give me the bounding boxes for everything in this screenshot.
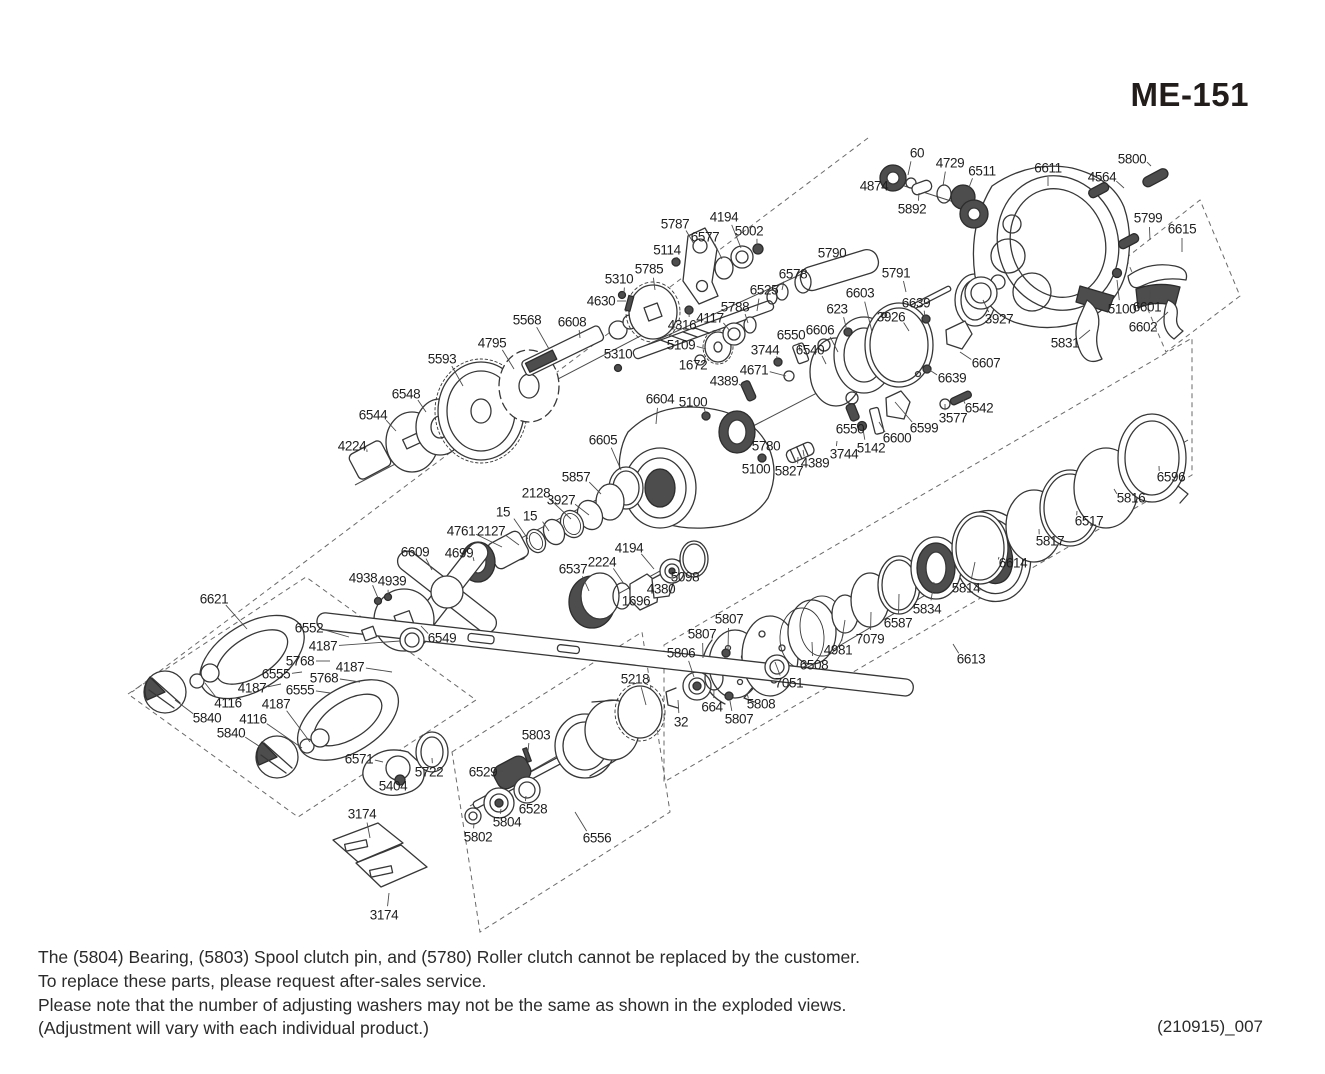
part-number-label: 4194 <box>709 209 739 225</box>
part-number-label: 5310 <box>603 346 633 362</box>
part-number-label: 4795 <box>477 335 507 351</box>
part-number-label: 6639 <box>901 295 931 311</box>
part-number-label: 4699 <box>444 545 474 561</box>
part-number-label: 3744 <box>750 342 780 358</box>
part-number-label: 4380 <box>646 581 676 597</box>
part-number-label: 4564 <box>1087 169 1117 185</box>
part-number-label: 4116 <box>214 695 242 711</box>
part-number-label: 15 <box>522 508 538 524</box>
part-number-label: 3927 <box>984 311 1014 327</box>
part-number-label: 5817 <box>1035 533 1065 549</box>
part-number-label: 6555 <box>261 666 291 682</box>
part-number-label: 5100 <box>1107 301 1137 317</box>
part-number-label: 7051 <box>774 675 804 691</box>
part-number-label: 6602 <box>1128 319 1158 335</box>
part-number-label: 6542 <box>964 400 994 416</box>
part-number-label: 4938 <box>348 570 378 586</box>
part-number-label: 6615 <box>1167 221 1197 237</box>
part-number-label: 6605 <box>588 432 618 448</box>
part-number-label: 5785 <box>634 261 664 277</box>
part-number-label: 5780 <box>751 438 781 454</box>
part-number-label: 5142 <box>856 440 886 456</box>
part-number-label: 2128 <box>521 485 551 501</box>
part-number-label: 5768 <box>285 653 315 669</box>
part-number-label: 4630 <box>586 293 616 309</box>
part-number-label: 6548 <box>391 386 421 402</box>
part-number-label: 6550 <box>835 421 865 437</box>
part-number-label: 5806 <box>666 645 696 661</box>
part-number-label: 5100 <box>741 461 771 477</box>
part-number-label: 4187 <box>335 659 365 675</box>
part-number-label: 4187 <box>237 680 267 696</box>
part-number-label: 3174 <box>347 806 377 822</box>
part-number-label: 1696 <box>621 593 651 609</box>
part-number-label: 4187 <box>308 638 338 654</box>
note-line: The (5804) Bearing, (5803) Spool clutch pin, and (5780) Roller clutch cannot be replaced by the customer. <box>38 947 861 967</box>
document-code: (210915)_007 <box>1157 1017 1263 1036</box>
part-number-label: 4389 <box>709 373 739 389</box>
part-number-label: 6508 <box>799 657 829 673</box>
part-number-label: 4761 <box>446 523 476 539</box>
part-number-label: 6540 <box>795 342 825 358</box>
part-number-label: 6537 <box>558 561 588 577</box>
part-number-label: 3577 <box>938 410 968 426</box>
part-number-label: 6571 <box>344 751 374 767</box>
part-number-label: 6601 <box>1132 299 1162 315</box>
part-number-label: 6639 <box>937 370 967 386</box>
note-line: (Adjustment will vary with each individual product.) <box>38 1018 429 1039</box>
part-number-label: 5804 <box>492 814 522 830</box>
part-number-label: 1672 <box>678 357 708 373</box>
part-number-label: 6529 <box>468 764 498 780</box>
part-number-label: 6550 <box>776 327 806 343</box>
part-number-label: 5827 <box>774 463 804 479</box>
part-number-label: 5892 <box>897 201 927 217</box>
part-number-label: 5791 <box>881 265 911 281</box>
part-number-label: 6528 <box>518 801 548 817</box>
part-number-label: 5807 <box>724 711 754 727</box>
part-number-label: 4187 <box>261 696 291 712</box>
part-number-label: 3174 <box>369 907 399 923</box>
part-number-label: 6549 <box>427 630 457 646</box>
part-number-label: 6555 <box>285 682 315 698</box>
part-number-label: 2224 <box>587 554 617 570</box>
part-number-label: 5109 <box>666 337 696 353</box>
part-number-label: 6525 <box>749 282 779 298</box>
part-number-label: 5814 <box>951 580 981 596</box>
part-number-label: 4939 <box>377 573 407 589</box>
part-number-label: 5840 <box>216 725 246 741</box>
part-number-label: 6552 <box>294 620 324 636</box>
part-number-label: 6614 <box>998 555 1028 571</box>
part-number-label: 5790 <box>817 245 847 261</box>
part-number-label: 5800 <box>1117 151 1147 167</box>
part-number-label: 6599 <box>909 420 939 436</box>
part-number-label: 3744 <box>829 446 859 462</box>
part-number-label: 6611 <box>1034 160 1062 176</box>
part-number-label: 4671 <box>739 362 769 378</box>
part-number-label: 5310 <box>604 271 634 287</box>
part-number-label: 5218 <box>620 671 650 687</box>
part-number-label: 4116 <box>239 711 267 727</box>
part-number-label: 5840 <box>192 710 222 726</box>
part-number-label: 4874 <box>859 178 889 194</box>
part-number-label: 4316 <box>667 317 697 333</box>
part-number-label: 6556 <box>582 830 612 846</box>
part-number-label: 5568 <box>512 312 542 328</box>
part-number-label: 6607 <box>971 355 1001 371</box>
part-number-label: 5799 <box>1133 210 1163 226</box>
part-number-label: 6577 <box>690 229 720 245</box>
part-number-label: 15 <box>495 504 511 520</box>
part-number-label: 2127 <box>476 523 506 539</box>
part-number-label: 60 <box>909 145 925 161</box>
part-number-label: 5803 <box>521 727 551 743</box>
part-number-label: 4117 <box>696 310 724 326</box>
part-number-label: 6511 <box>968 163 996 179</box>
part-number-label: 5722 <box>414 764 444 780</box>
part-number-label: 5831 <box>1050 335 1080 351</box>
page-title: ME-151 <box>1130 76 1249 113</box>
part-number-label: 6621 <box>199 591 229 607</box>
note-line: To replace these parts, please request after-sales service. <box>38 970 487 991</box>
part-number-label: 6609 <box>400 544 430 560</box>
part-number-label: 6606 <box>805 322 835 338</box>
part-number-label: 3926 <box>876 309 906 325</box>
part-number-label: 6604 <box>645 391 675 407</box>
part-number-label: 6613 <box>956 651 986 667</box>
part-number-label: 6578 <box>778 266 808 282</box>
part-number-label: 5807 <box>687 626 717 642</box>
part-number-label: 664 <box>701 699 723 715</box>
part-number-label: 6517 <box>1074 513 1104 529</box>
part-number-label: 3927 <box>546 492 576 508</box>
footnotes <box>38 946 860 1041</box>
part-number-label: 5114 <box>653 242 681 258</box>
part-number-label: 5768 <box>309 670 339 686</box>
part-number-label: 4194 <box>614 540 644 556</box>
part-number-label: 4729 <box>935 155 965 171</box>
part-number-label: 5404 <box>378 778 408 794</box>
part-number-label: 4389 <box>800 455 830 471</box>
part-number-label: 5807 <box>714 611 744 627</box>
part-number-label: 7079 <box>855 631 885 647</box>
part-number-label: 6608 <box>557 314 587 330</box>
part-number-label: 5808 <box>746 696 776 712</box>
part-number-label: 6600 <box>882 430 912 446</box>
part-number-label: 6544 <box>358 407 388 423</box>
part-number-label: 5802 <box>463 829 493 845</box>
part-number-label: 4224 <box>337 438 367 454</box>
part-number-label: 5100 <box>678 394 708 410</box>
part-number-label: 5593 <box>427 351 457 367</box>
part-number-label: 5816 <box>1116 490 1146 506</box>
part-number-label: 5002 <box>734 223 764 239</box>
note-line: Please note that the number of adjusting washers may not be the same as shown in the exploded views. <box>38 994 847 1015</box>
part-number-label: 5788 <box>720 299 750 315</box>
part-number-label: 4981 <box>823 642 853 658</box>
part-number-label: 5098 <box>670 569 700 585</box>
part-number-label: 32 <box>673 714 689 730</box>
part-number-label: 623 <box>826 301 848 317</box>
part-number-label: 5857 <box>561 469 591 485</box>
part-number-label: 6596 <box>1156 469 1186 485</box>
part-number-label: 5787 <box>660 216 690 232</box>
part-number-label: 6603 <box>845 285 875 301</box>
part-number-label: 6587 <box>883 615 913 631</box>
part-number-label: 5834 <box>912 601 942 617</box>
